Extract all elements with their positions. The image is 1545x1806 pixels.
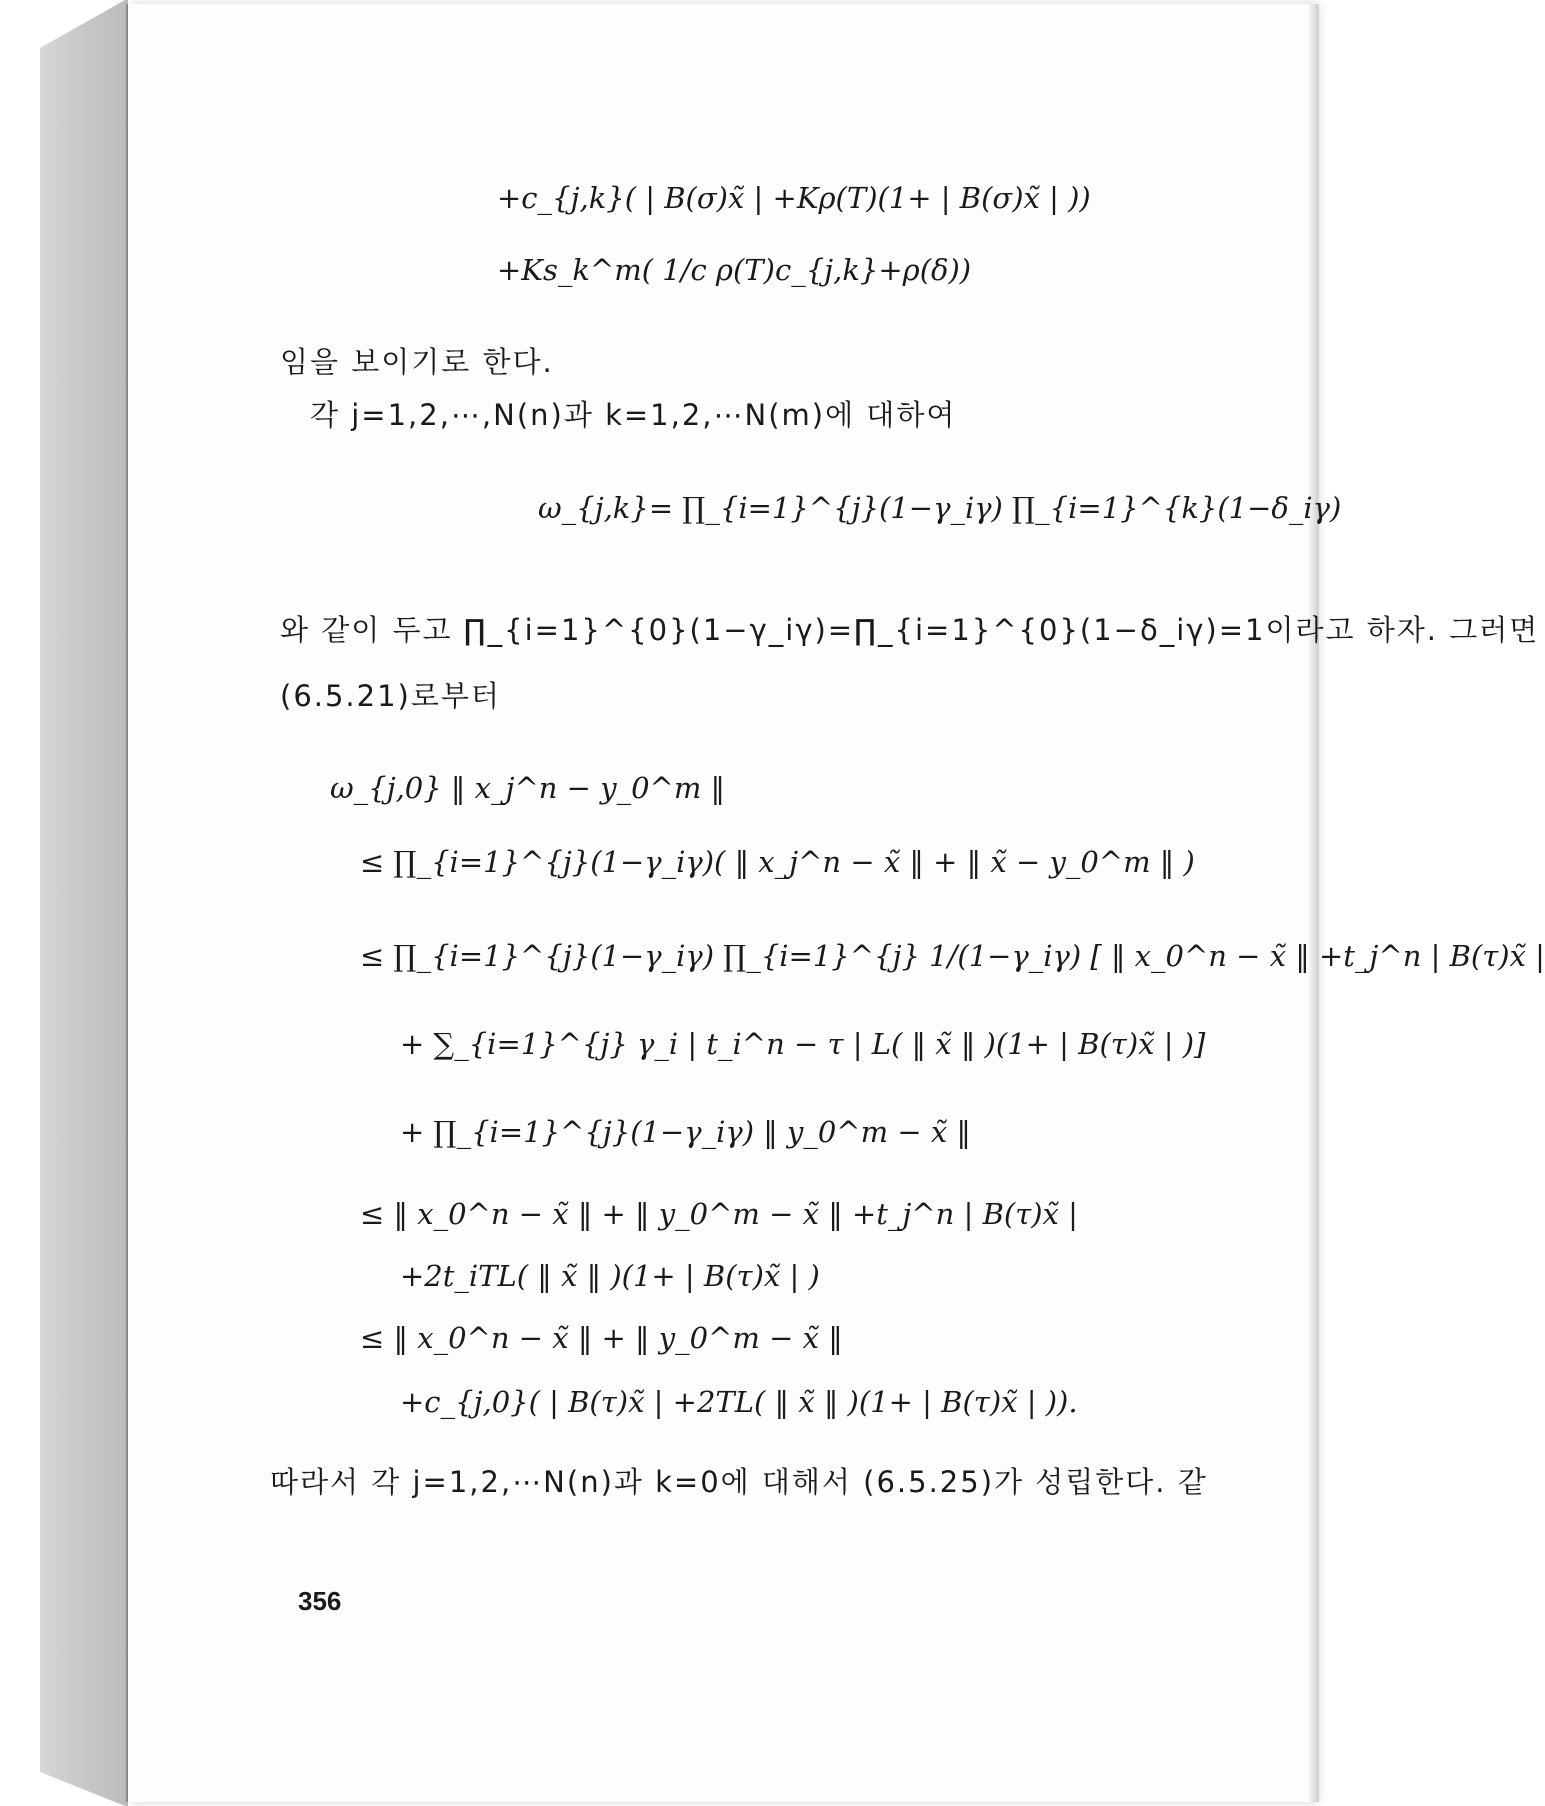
- text-line-7: (6.5.21)로부터: [280, 679, 501, 713]
- derivation-line-12: + ∏_{i=1}^{j}(1−γ_iγ) ‖ y_0^m − x̃ ‖: [400, 1115, 971, 1149]
- derivation-line-14: +2t_iTL( ‖ x̃ ‖ )(1+ | B(τ)x̃ | ): [400, 1259, 820, 1293]
- derivation-line-11: + ∑_{i=1}^{j} γ_i | t_i^n − τ | L( ‖ x̃ ‖ )(1+ | B(τ)x̃ | )]: [400, 1027, 1206, 1061]
- equation-line-2: +Ks_k^m( 1/c ρ(T)c_{j,k}+ρ(δ)): [497, 253, 972, 287]
- derivation-line-8: ω_{j,0} ‖ x_j^n − y_0^m ‖: [330, 771, 726, 805]
- derivation-line-16: +c_{j,0}( | B(τ)x̃ | +2TL( ‖ x̃ ‖ )(1+ | B(τ)x̃ | )).: [400, 1385, 1078, 1419]
- text-line-3: 임을 보이기로 한다.: [280, 345, 554, 379]
- derivation-line-13: ≤ ‖ x_0^n − x̃ ‖ + ‖ y_0^m − x̃ ‖ +t_j^n | B(τ)x̃ |: [360, 1197, 1078, 1231]
- equation-line-5: ω_{j,k}= ∏_{i=1}^{j}(1−γ_iγ) ∏_{i=1}^{k}(1−δ_iγ): [538, 491, 1342, 525]
- text-line-4: 각 j=1,2,⋯,N(n)과 k=1,2,⋯N(m)에 대하여: [310, 398, 957, 432]
- derivation-line-15: ≤ ‖ x_0^n − x̃ ‖ + ‖ y_0^m − x̃ ‖: [360, 1321, 843, 1355]
- page-number: 356: [298, 1586, 342, 1616]
- book-side-edge: [40, 0, 128, 1806]
- equation-line-1: +c_{j,k}( | B(σ)x̃ | +Kρ(T)(1+ | B(σ)x̃ | )): [497, 181, 1091, 215]
- derivation-line-10: ≤ ∏_{i=1}^{j}(1−γ_iγ) ∏_{i=1}^{j} 1/(1−γ_iγ) [ ‖ x_0^n − x̃ ‖ +t_j^n | B(τ)x̃ |: [360, 939, 1545, 973]
- page-right-edge: [1309, 4, 1319, 1802]
- text-line-17: 따라서 각 j=1,2,⋯N(n)과 k=0에 대해서 (6.5.25)가 성립한다. 같: [270, 1465, 1208, 1499]
- derivation-line-9: ≤ ∏_{i=1}^{j}(1−γ_iγ)( ‖ x_j^n − x̃ ‖ + ‖ x̃ − y_0^m ‖ ): [360, 845, 1195, 879]
- text-line-6: 와 같이 두고 ∏_{i=1}^{0}(1−γ_iγ)=∏_{i=1}^{0}(1−δ_iγ)=1이라고 하자. 그러면: [280, 613, 1540, 647]
